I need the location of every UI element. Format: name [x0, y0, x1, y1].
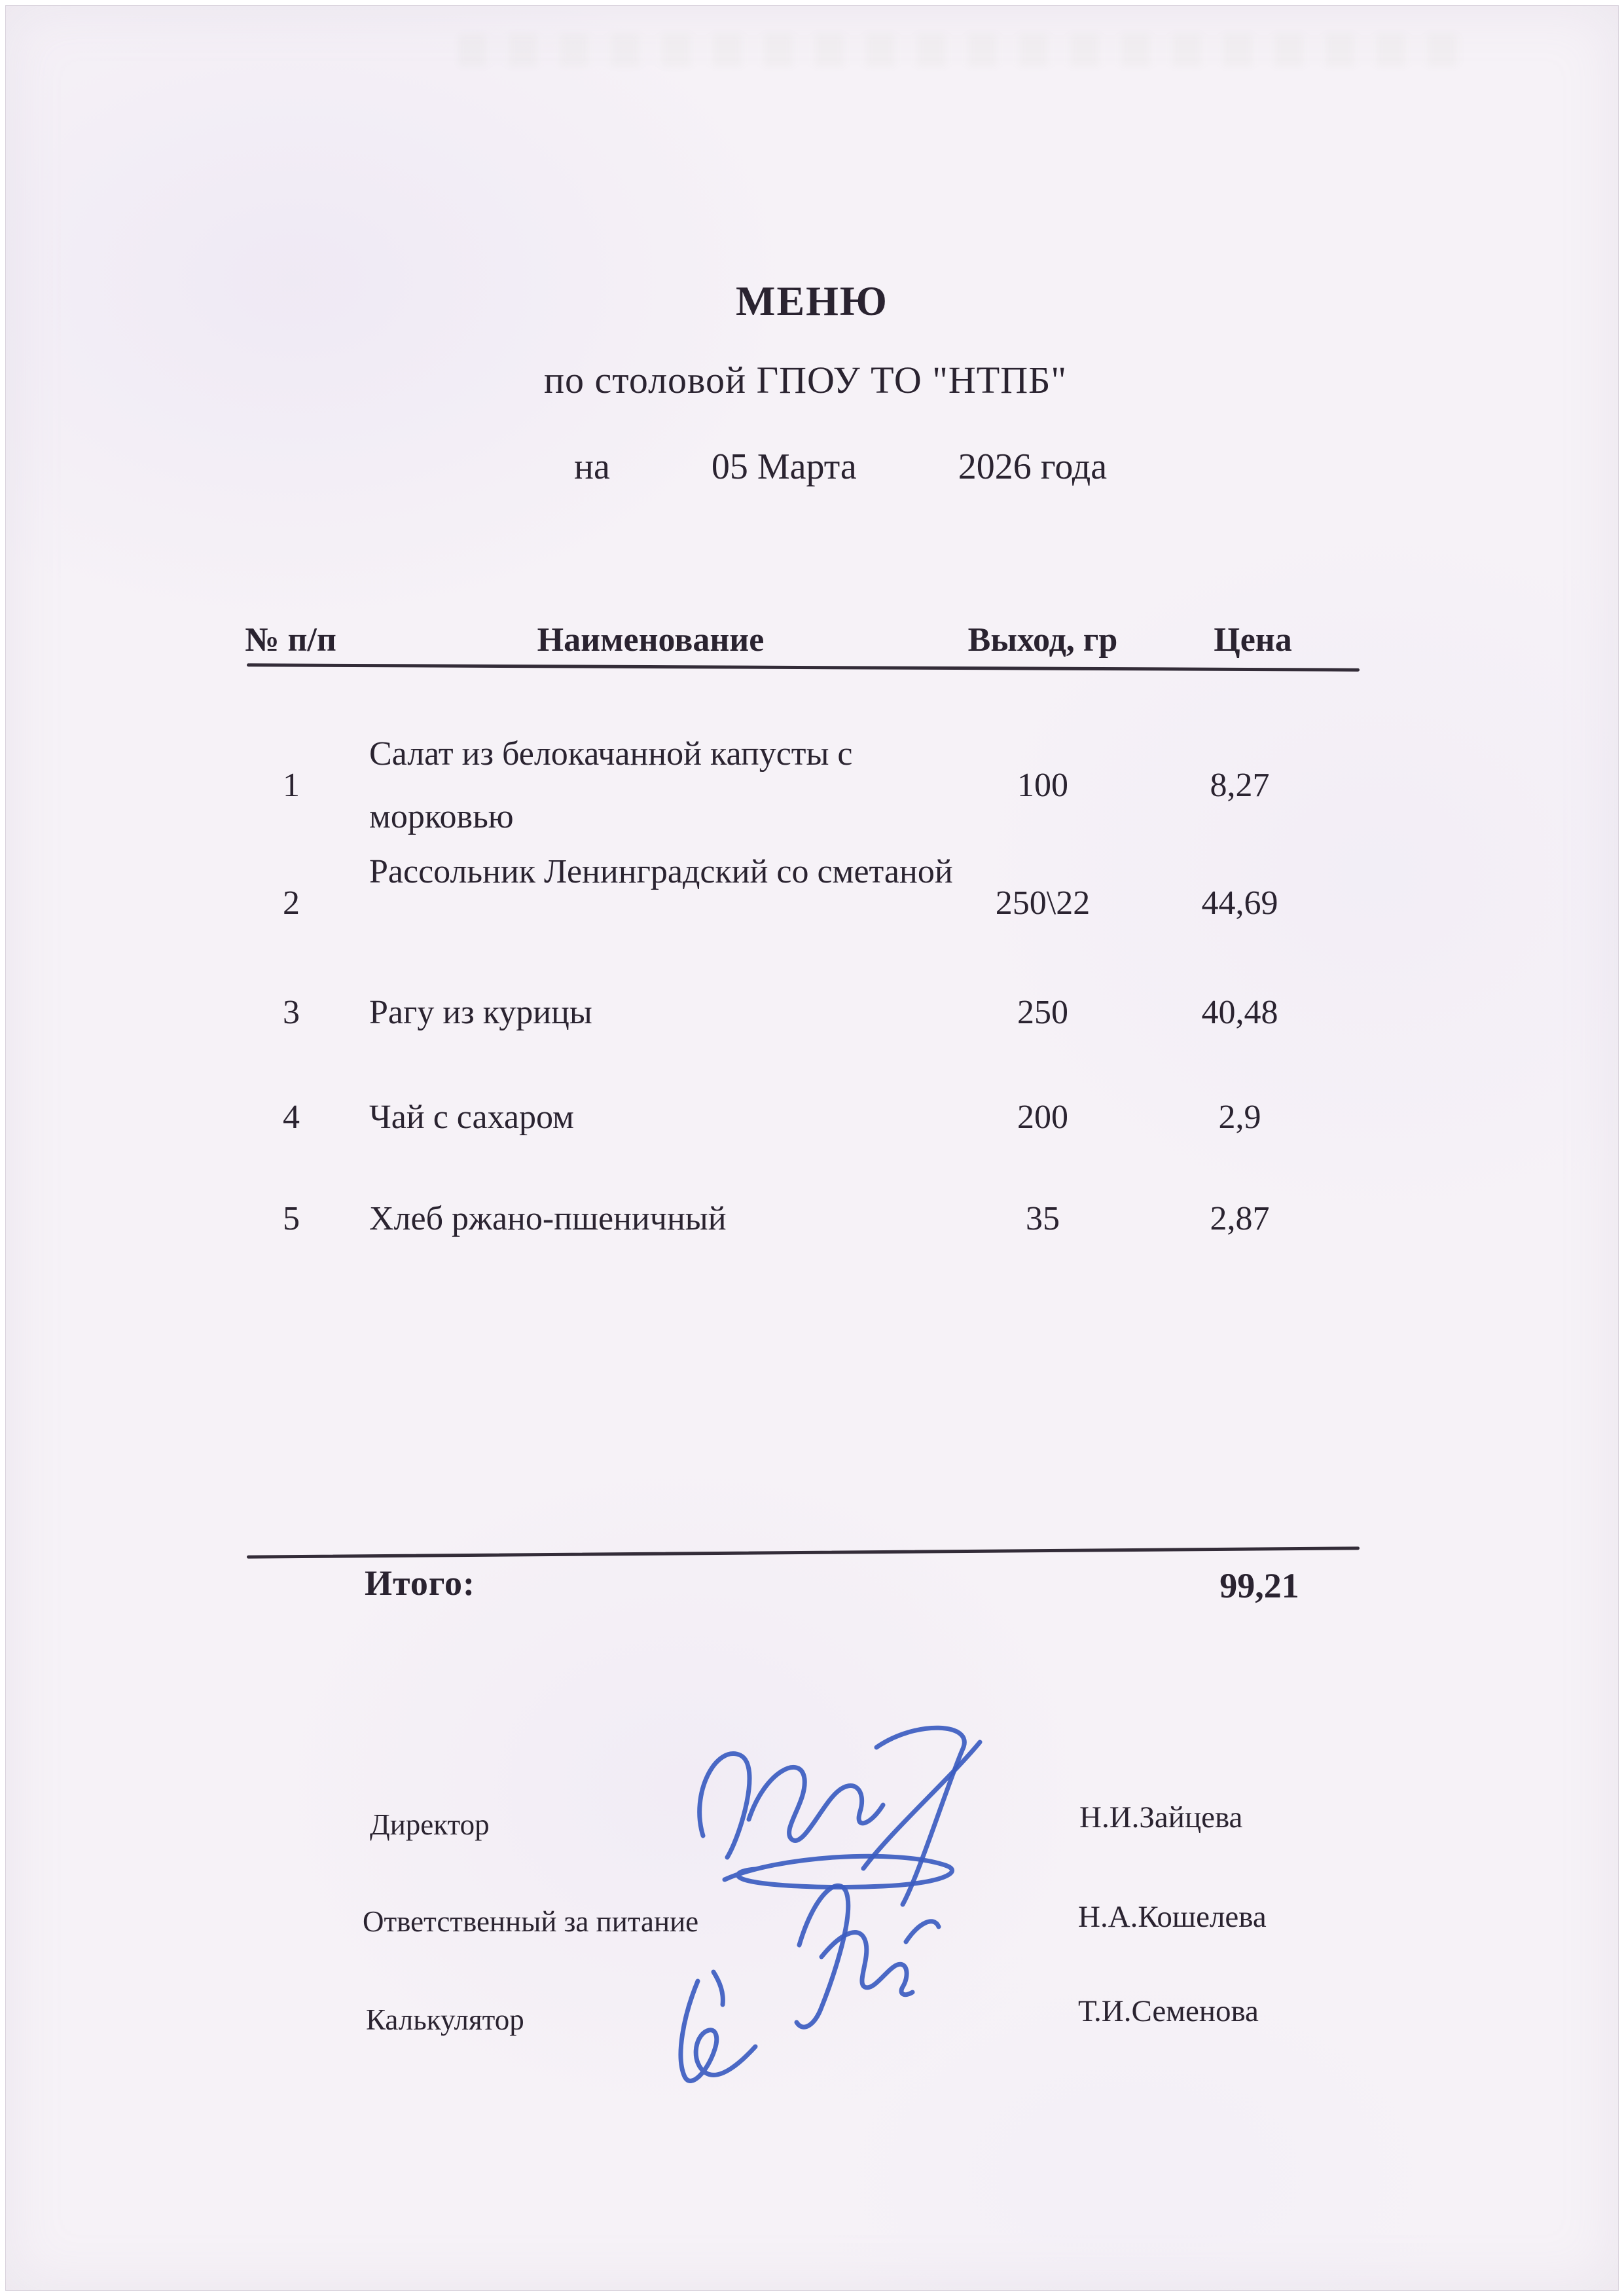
signature-name-calculator: Т.И.Семенова: [1078, 1994, 1259, 2028]
dish-price: 8,27: [1210, 767, 1270, 804]
dish-price: 2,9: [1218, 1099, 1261, 1136]
signature-role-director: Директор: [370, 1808, 490, 1841]
scanned-page: [5, 5, 1619, 2291]
dish-name: Рассольник Ленинградский со сметаной: [369, 853, 953, 890]
dish-output: 35: [1026, 1200, 1060, 1237]
dish-price: 40,48: [1201, 994, 1278, 1031]
row-number: 5: [283, 1200, 300, 1237]
table-row: [6, 1188, 1618, 1237]
row-number: 4: [283, 1099, 300, 1136]
document-title: МЕНЮ: [736, 278, 888, 324]
table-row: [6, 723, 1618, 836]
bleed-through-artifact: [458, 33, 1466, 67]
row-number: 2: [283, 884, 300, 922]
dish-output: 250: [1017, 994, 1068, 1031]
signature-name-food-manager: Н.А.Кошелева: [1078, 1900, 1267, 1934]
dish-name: Чай с сахаром: [369, 1099, 574, 1136]
table-row: [6, 981, 1618, 1031]
signature-role-food-manager: Ответственный за питание: [363, 1905, 699, 1938]
total-rule: [247, 1546, 1360, 1558]
date-year: 2026 года: [958, 446, 1108, 487]
row-number: 3: [283, 994, 300, 1031]
column-header-price: Цена: [1214, 621, 1292, 659]
column-header-number: № п/п: [245, 621, 336, 659]
dish-name: Рагу из курицы: [369, 994, 592, 1031]
column-header-output: Выход, гр: [967, 621, 1118, 659]
table-header-rule: [247, 663, 1360, 671]
dish-output: 250\22: [995, 884, 1091, 922]
food-manager-signature-ink: [759, 1847, 955, 2043]
dish-output: 100: [1017, 767, 1068, 804]
dish-price: 2,87: [1210, 1200, 1270, 1237]
document-subtitle: по столовой ГПОУ ТО "НТПБ": [544, 359, 1068, 401]
table-row: [6, 841, 1618, 922]
total-label: Итого:: [365, 1563, 475, 1603]
table-row: [6, 1086, 1618, 1136]
column-header-name: Наименование: [537, 621, 765, 659]
date-value: 05 Марта: [711, 446, 857, 487]
date-line: [574, 446, 1107, 488]
signature-name-director: Н.И.Зайцева: [1079, 1800, 1243, 1834]
dish-name: Салат из белокачанной капусты с морковью: [369, 735, 853, 836]
total-value: 99,21: [1219, 1566, 1299, 1605]
calculator-signature-ink: [651, 1954, 762, 2104]
dish-output: 200: [1017, 1099, 1068, 1136]
date-prefix: на: [574, 446, 610, 487]
dish-price: 44,69: [1201, 884, 1278, 922]
dish-name: Хлеб ржано-пшеничный: [369, 1200, 727, 1237]
row-number: 1: [283, 767, 300, 804]
signature-role-calculator: Калькулятор: [366, 2003, 524, 2036]
